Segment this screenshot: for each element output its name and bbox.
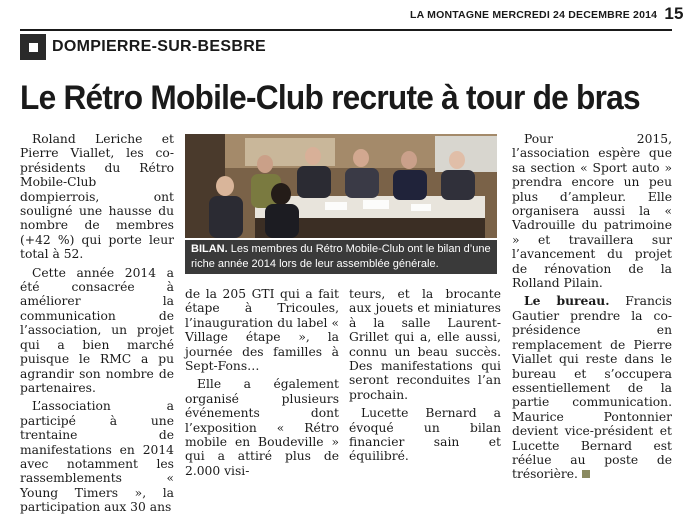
end-mark-icon (582, 470, 590, 478)
photo-caption (185, 240, 497, 274)
paragraph: Cette année 2014 a été consacrée à améliorer la communication de l’association, un projet qui a bien marché puisque le RMC a pu agrandir son nombre de partenaires. (20, 265, 174, 395)
caption-text: Les membres du Rétro Mobile-Club ont le bilan d’une riche année 2014 lors de leur assemblée générale. (191, 243, 491, 270)
section-header (20, 34, 266, 60)
paragraph: Roland Leriche et Pierre Viallet, les co-présidents du Rétro Mobile-Club dompierrois, ont souligné une hausse du nombre de membres (+42 %) qui porte leur total à 52. (20, 132, 174, 262)
paragraph-text: Francis Gautier prendre la co-présidence en remplacement de Pierre Viallet qui reste dans le bureau et s’occupera essentiellement de la partie communication. Maurice Pontonnier devient vice-président et Lucette Bernard est réélue au poste de trésorière. (512, 294, 672, 482)
section-title: DOMPIERRE-SUR-BESBRE (52, 38, 267, 55)
article-column-4 (512, 132, 672, 486)
paragraph: teurs, et la brocante aux jouets et miniatures à la salle Laurent-Grillet qui a, elle aussi, connu un beau succès. Des manifestations qui seront reconduites l’an prochain. (349, 287, 501, 402)
caption-lead: BILAN. (191, 243, 228, 255)
top-rule (20, 29, 672, 31)
page-number: 15 (664, 4, 684, 23)
issue-date: MERCREDI 24 DECEMBRE 2014 (492, 9, 658, 21)
meeting-photo (185, 134, 497, 238)
article-column-2 (185, 287, 339, 482)
paragraph: Lucette Bernard a évoqué un bilan financier sain et équilibré. (349, 406, 501, 464)
meeting-photo-illustration (185, 134, 497, 238)
paragraph: Pour 2015, l’association espère que sa section « Sport auto » prendra encore un peu plus d’ampleur. Elle organisera aussi la « Vadrouille du patrimoine » et travaillera sur l’avancement du projet de rénovation de la Rolland Pilain. (512, 132, 672, 291)
article-column-3 (349, 287, 501, 468)
paragraph: Elle a également organisé plusieurs événements dont l’exposition « Rétro mobile en Boudeville » qui a attiré plus de 2.000 visi- (185, 377, 339, 478)
section-square-icon (20, 34, 46, 60)
masthead (410, 4, 684, 24)
headline: Le Rétro Mobile-Club recrute à tour de bras (20, 79, 640, 117)
paragraph: L’association a participé à une trentaine de manifestations en 2014 avec notamment les rassemblements « Young Timers », la participation aux 30 ans (20, 399, 174, 515)
newspaper-name: LA MONTAGNE (410, 9, 490, 21)
subhead-le-bureau: Le bureau. (524, 293, 610, 309)
paragraph (512, 294, 672, 481)
paragraph: de la 205 GTI qui a fait étape à Tricoules, l’inauguration du label « Village étape », la journée des familles à Sept-Fons… (185, 287, 339, 374)
article-column-1 (20, 132, 174, 519)
